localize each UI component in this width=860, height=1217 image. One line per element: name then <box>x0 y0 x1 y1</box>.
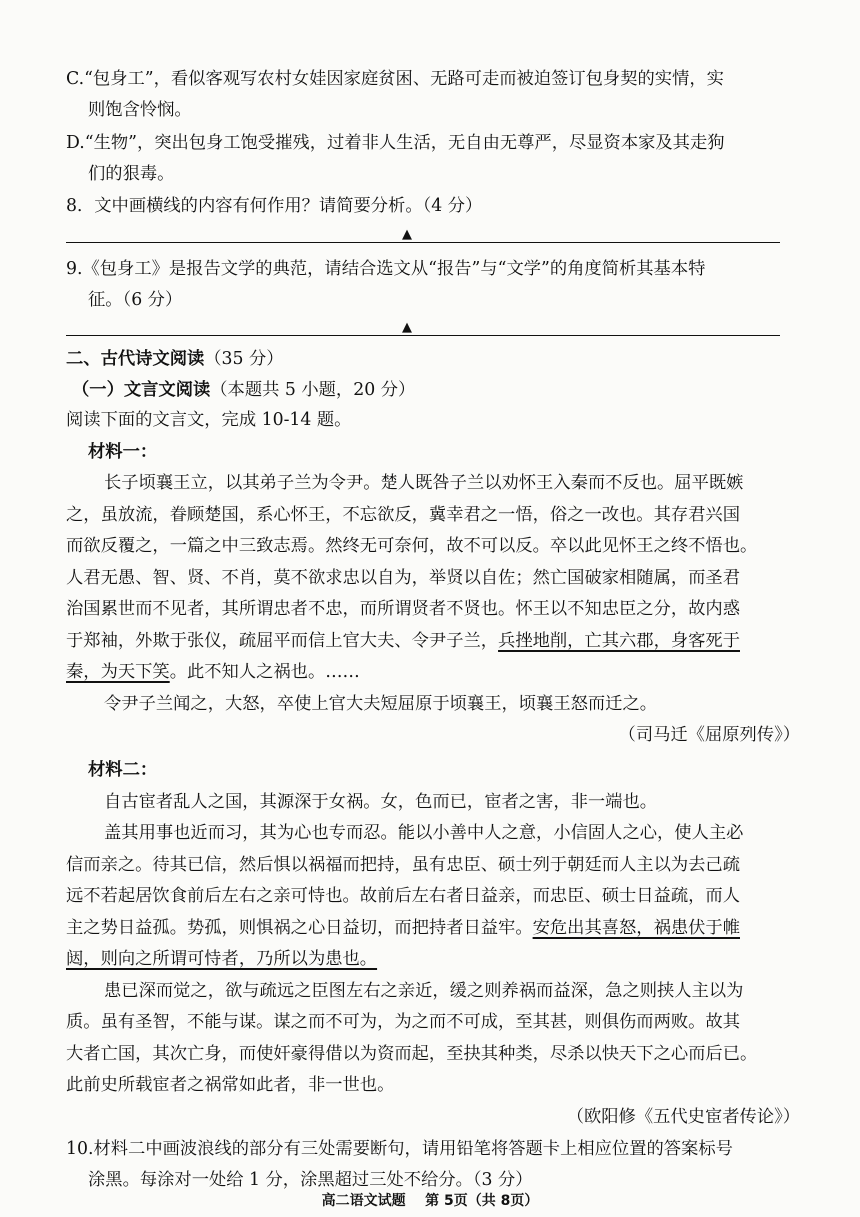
material-1-source: （司马迁《屈原列传》） <box>618 725 800 745</box>
material-2-source: （欧阳修《五代史宦者传论》） <box>566 1107 800 1127</box>
material-2-line: 自古宦者乱人之国，其源深于女祸。女，色而已，宦者之害，非一端也。 <box>104 792 658 812</box>
answer-line-q9 <box>66 335 780 336</box>
question-9-line-1: 9.《包身工》是报告文学的典范，请结合选文从“报告”与“文学”的角度简析其基本特 <box>66 259 706 279</box>
page-number: 第 5页（共 8页） <box>425 1193 539 1209</box>
question-10-line-1: 10.材料二中画波浪线的部分有三处需要断句，请用铅笔将答题卡上相应位置的答案标号 <box>66 1139 733 1159</box>
material-1-label: 材料一： <box>88 442 158 462</box>
option-c-line-2: 则饱含怜悯。 <box>88 100 192 120</box>
underlined-sentence: 秦，为天下笑 <box>66 662 170 682</box>
material-2-line-wavy <box>66 915 804 941</box>
material-2-line: 远不若起居饮食前后左右之亲可恃也。故前后左右者日益亲，而忠臣、硕士日益疏，而人 <box>66 886 740 906</box>
subsection-heading <box>72 377 804 403</box>
question-9-line-2: 征。（6 分） <box>88 290 183 310</box>
reading-instruction: 阅读下面的文言文，完成 10-14 题。 <box>66 410 352 430</box>
material-1-text: 于郑袖，外欺于张仪，疏屈平而信上官大夫、令尹子兰， <box>66 631 499 651</box>
answer-marker-triangle: ▲ <box>402 320 412 335</box>
option-d-line-2: 们的狠毒。 <box>88 164 175 184</box>
material-1-line-end <box>66 659 804 685</box>
question-8: 8．文中画横线的内容有何作用？请简要分析。（4 分） <box>66 196 483 216</box>
answer-line-q8 <box>66 242 780 243</box>
material-1-line: 人君无愚、智、贤、不肖，莫不欲求忠以自为，举贤以自佐；然亡国破家相随属，而圣君 <box>66 568 740 588</box>
material-1-line-underline <box>66 628 804 654</box>
material-2-line: 质。虽有圣智，不能与谋。谋之而不可为，为之而不可成，至其甚，则俱伤而两败。故其 <box>66 1012 740 1032</box>
section-2-title: 二、古代诗文阅读 <box>66 349 205 369</box>
section-2-score: （35 分） <box>204 349 284 369</box>
material-1-line: 而欲反覆之，一篇之中三致志焉。然终无可奈何，故不可以反。卒以此见怀王之终不悟也。 <box>66 536 758 556</box>
underlined-sentence: 兵挫地削，亡其六郡，身客死于 <box>498 631 740 651</box>
subsection-title: （一）文言文阅读 <box>72 380 211 400</box>
material-1-last-line: 令尹子兰闻之，大怒，卒使上官大夫短屈原于顷襄王，顷襄王怒而迁之。 <box>104 694 658 714</box>
material-1-line: 之，虽放流，眷顾楚国，系心怀王，不忘欲反，冀幸君之一悟，俗之一改也。其存君兴国 <box>66 505 740 525</box>
material-2-line: 盖其用事也近而习，其为心也专而忍。能以小善中人之意，小信固人之心，使人主必 <box>104 823 744 843</box>
material-2-line: 大者亡国，其次亡身，而使奸豪得借以为资而起，至抉其种类，尽杀以快天下之心而后已。 <box>66 1044 758 1064</box>
material-1-text: 。此不知人之祸也。…… <box>169 662 360 682</box>
subsection-note: （本题共 5 小题，20 分） <box>210 380 416 400</box>
page-footer <box>0 1190 860 1210</box>
material-1-line: 长子顷襄王立，以其弟子兰为令尹。楚人既咎子兰以劝怀王入秦而不反也。屈平既嫉 <box>104 473 744 493</box>
question-10-line-2: 涂黑。每涂对一处给 1 分，涂黑超过三处不给分。（3 分） <box>88 1170 533 1190</box>
material-2-line: 此前史所载宦者之祸常如此者，非一世也。 <box>66 1075 395 1095</box>
material-2-label: 材料二： <box>88 760 158 780</box>
material-2-line-wavy <box>66 946 804 972</box>
material-2-line: 患已深而觉之，欲与疏远之臣图左右之亲近，缓之则养祸而益深，急之则挟人主以为 <box>104 981 744 1001</box>
exam-title: 高二语文试题 <box>321 1193 406 1209</box>
option-c-line-1: C.“包身工”，看似客观写农村女娃因家庭贫困、无路可走而被迫签订包身契的实情，实 <box>66 69 724 89</box>
material-1-line: 治国累世而不见者，其所谓忠者不忠，而所谓贤者不贤也。怀王以不知忠臣之分，故内惑 <box>66 599 740 619</box>
wavy-underlined-sentence: 闼，则向之所谓可恃者，乃所以为患也。 <box>66 949 378 969</box>
answer-marker-triangle: ▲ <box>402 227 412 242</box>
material-2-line: 信而亲之。待其已信，然后惧以祸福而把持，虽有忠臣、硕士列于朝廷而人主以为去己疏 <box>66 855 740 875</box>
section-2-heading <box>66 346 804 372</box>
material-2-text: 主之势日益孤。势孤，则惧祸之心日益切，而把持者日益牢。 <box>66 918 533 938</box>
wavy-underlined-sentence: 安危出其喜怒，祸患伏于帷 <box>532 918 740 938</box>
option-d-line-1: D.“生物”，突出包身工饱受摧残，过着非人生活，无自由无尊严，尽显资本家及其走狗 <box>66 133 725 153</box>
